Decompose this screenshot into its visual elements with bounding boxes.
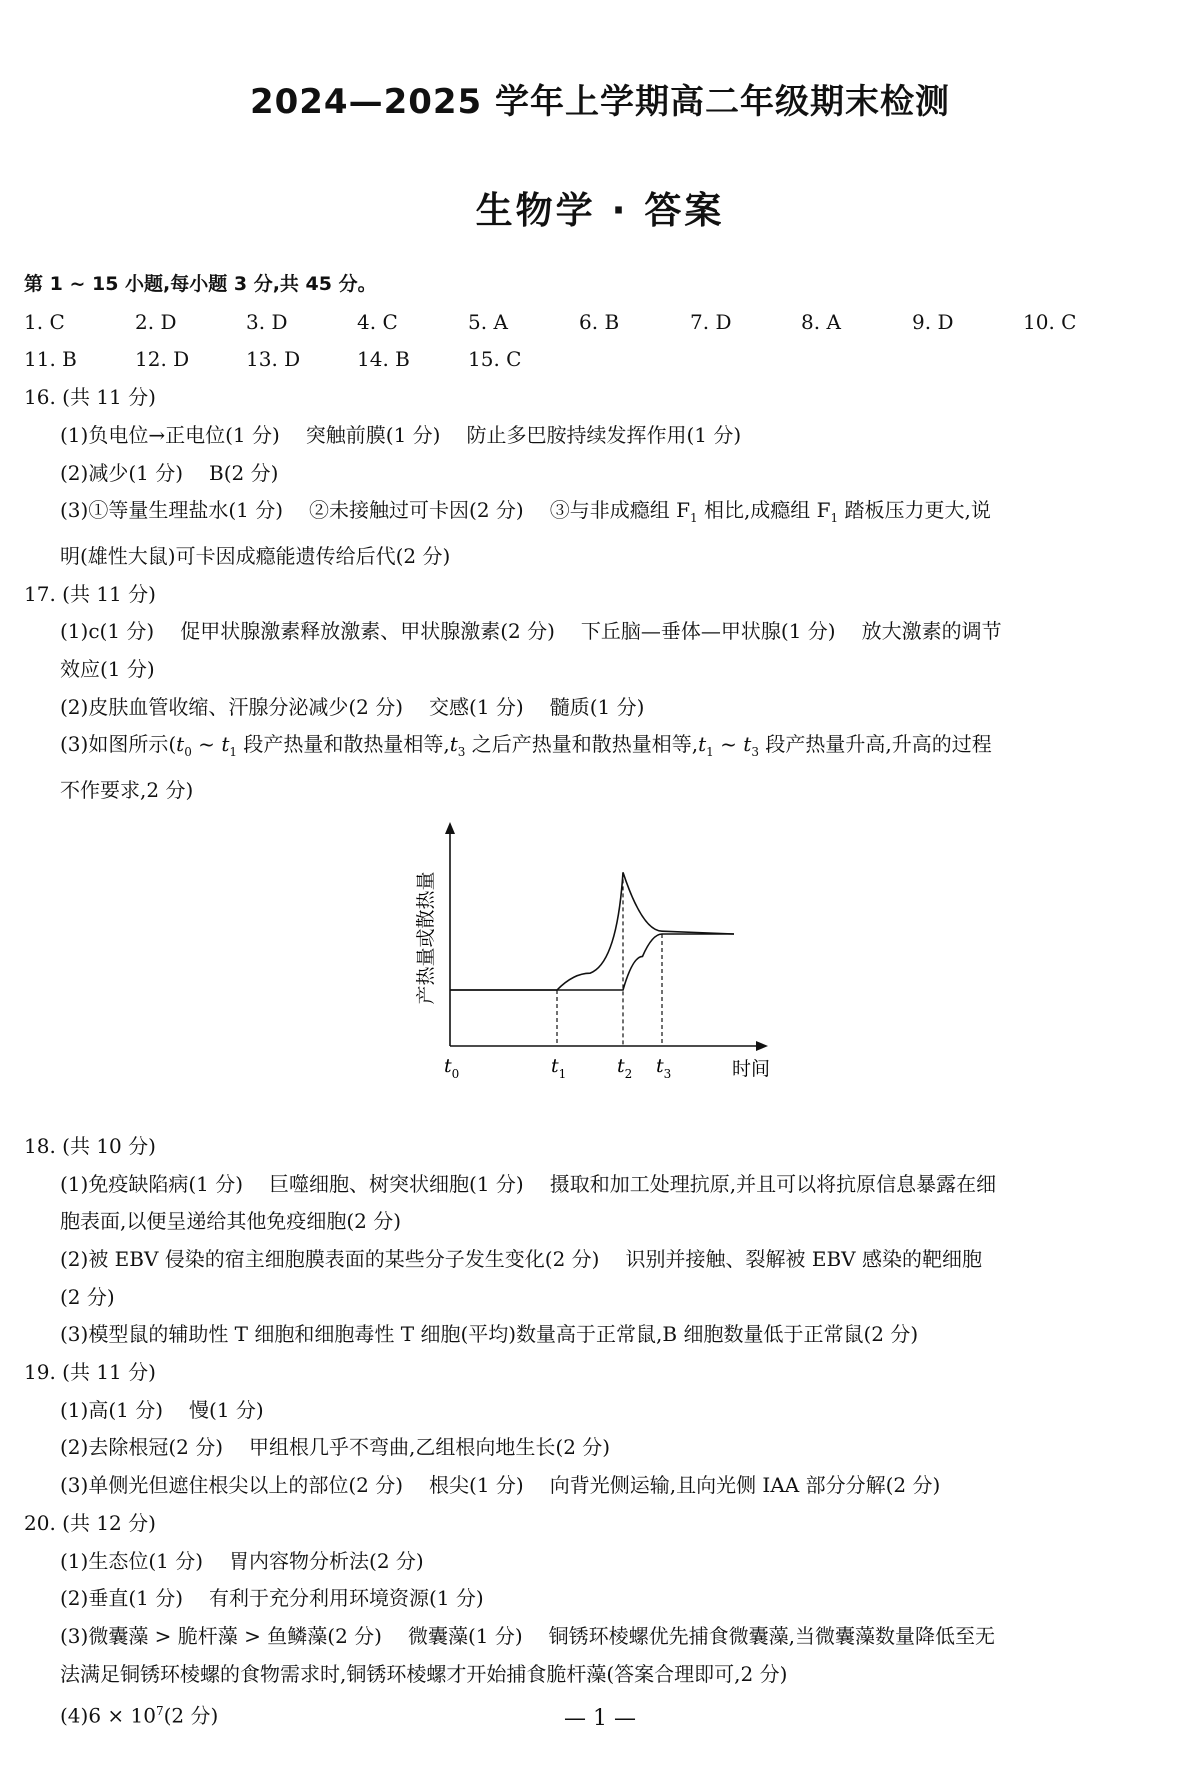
x-tick-label: $t_2$ [617,1054,633,1081]
answer-text: B(2 分) [209,460,279,485]
question-18-heading: 18. (共 10 分) [24,1133,156,1158]
answer-text: 铜锈环棱螺优先捕食微囊藻,当微囊藻数量降低至无 [548,1623,996,1648]
choice-answers [24,304,1174,379]
answer-text: 根尖(1 分) [429,1473,524,1498]
choice-answer: 3. D [246,309,288,334]
answer-text: (3)单侧光但遮住根尖以上的部位(2 分) [60,1473,404,1498]
question-16-heading: 16. (共 11 分) [24,385,156,410]
heat-production-dissipation-chart [394,810,794,1128]
choice-answer: 5. A [468,309,508,334]
choice-answer: 14. B [357,347,410,372]
y-axis [445,822,455,1046]
choice-answer: 8. A [801,309,841,334]
answer-text: 段产热量和散热量相等, [237,732,450,757]
q17-part-1-continued: 效应(1 分) [60,657,155,682]
answer-text: (3)①等量生理盐水(1 分) [60,498,284,523]
q17-part-3-continued: 不作要求,2 分) [60,778,194,803]
choice-answer: 7. D [690,309,732,334]
page-title: 2024—2025 学年上学期高二年级期末检测 [249,82,951,122]
q20-part-3-continued: 法满足铜锈环棱螺的食物需求时,铜锈环棱螺才开始捕食脆杆藻(答案合理即可,2 分) [60,1661,788,1686]
choice-answer: 15. C [468,347,522,372]
answer-text: 相比,成瘾组 F [697,498,831,523]
q18-part-1 [24,1166,1174,1204]
q17-part-2 [24,689,1174,727]
x-axis-label: 时间 [732,1057,771,1080]
q19-part-2 [24,1429,1174,1467]
subscript: 3 [751,745,759,760]
choice-section-note: 第 1 ~ 15 小题,每小题 3 分,共 45 分。 [24,273,377,295]
chart-series [450,872,734,990]
dashed-guides [557,872,662,1046]
answer-text: 向背光侧运输,且向光侧 IAA 部分分解(2 分) [549,1473,941,1498]
answer-content [24,266,1174,1736]
choice-answer: 6. B [579,309,620,334]
series-line-2 [450,934,734,990]
page-subtitle: 生物学 · 答案 [475,189,725,232]
answer-text: 之后产热量和散热量相等, [465,732,699,757]
choice-answer: 12. D [135,347,190,372]
answer-text: 踏板压力更大,说 [838,498,991,523]
subscript: 1 [689,511,698,526]
superscript: 7 [155,1704,164,1719]
answer-text: ~ [713,732,744,757]
q19-part-3 [24,1467,1174,1505]
x-tick-label: $t_1$ [551,1054,567,1081]
answer-text: 巨噬细胞、树突状细胞(1 分) [269,1171,524,1196]
q20-part-3 [24,1618,1174,1656]
answer-text: 微囊藻(1 分) [407,1623,523,1648]
answer-text: 慢(1 分) [189,1397,264,1422]
y-axis-label: 产热量或散热量 [415,871,437,1005]
choice-answer: 13. D [246,347,301,372]
q18-part-3: (3)模型鼠的辅助性 T 细胞和细胞毒性 T 细胞(平均)数量高于正常鼠,B 细胞数量低于正常鼠(2 分) [60,1322,919,1347]
math-var: t [221,732,230,757]
choice-answer: 11. B [24,347,77,372]
answer-text: (1)高(1 分) [60,1397,164,1422]
q16-part-1 [24,417,1174,455]
math-var: t [449,732,458,757]
answer-text: 放大激素的调节 [861,619,1002,644]
answer-text: 防止多巴胺持续发挥作用(1 分) [466,422,742,447]
x-axis [450,1041,768,1051]
answer-text: 有利于充分利用环境资源(1 分) [209,1586,484,1611]
answer-text: (3)微囊藻 > 脆杆藻 > 鱼鳞藻(2 分) [60,1623,382,1648]
page-number: — 1 — [564,1706,636,1731]
answer-text: (1)c(1 分) [60,619,155,644]
answer-text: 下丘脑—垂体—甲状腺(1 分) [580,619,836,644]
x-axis-arrow-icon [756,1041,768,1051]
q18-part-1-continued: 胞表面,以便呈递给其他免疫细胞(2 分) [60,1209,402,1234]
answer-text: (1)生态位(1 分) [60,1548,204,1573]
answer-text: (1)负电位→正电位(1 分) [60,422,280,447]
answer-text: 促甲状腺激素释放激素、甲状腺激素(2 分) [180,619,555,644]
answer-text: 摄取和加工处理抗原,并且可以将抗原信息暴露在细 [549,1171,997,1196]
math-var: t [698,732,707,757]
y-axis-arrow-icon [445,822,455,834]
answer-text: ②未接触过可卡因(2 分) [309,498,524,523]
x-tick-label: $t_0$ [444,1054,460,1081]
answer-text: ~ [191,732,222,757]
answer-text: 甲组根几乎不弯曲,乙组根向地生长(2 分) [249,1435,611,1460]
question-17-heading: 17. (共 11 分) [24,581,156,606]
answer-text: (2)被 EBV 侵染的宿主细胞膜表面的某些分子发生变化(2 分) [60,1246,600,1271]
q18-part-2 [24,1241,1174,1279]
answer-text: (3)如图所示( [60,732,177,757]
subscript: 1 [229,745,237,760]
q16-part-3 [24,492,1174,538]
answer-text: (4)6 × 10 [60,1704,156,1729]
answer-text: 胃内容物分析法(2 分) [229,1548,424,1573]
choice-answer: 4. C [357,309,398,334]
answer-text: (2)去除根冠(2 分) [60,1435,224,1460]
answer-text: (1)免疫缺陷病(1 分) [60,1171,244,1196]
subscript: 3 [457,745,466,760]
series-line-1 [450,872,734,990]
choice-answer: 2. D [135,309,177,334]
answer-text: ③与非成瘾组 F [549,498,690,523]
question-19-heading: 19. (共 11 分) [24,1360,156,1385]
answer-text: 识别并接触、裂解被 EBV 感染的靶细胞 [625,1246,982,1271]
q19-part-1 [24,1392,1174,1430]
subscript: 1 [706,745,714,760]
subscript: 0 [184,745,192,760]
choice-answer: 9. D [912,309,954,334]
answer-text: 段产热量升高,升高的过程 [758,732,992,757]
subscript: 1 [830,511,839,526]
q16-part-3-continued: 明(雄性大鼠)可卡因成瘾能遗传给后代(2 分) [60,543,451,568]
q20-part-1 [24,1543,1174,1581]
x-tick-labels [444,1055,671,1081]
q18-part-2-continued: (2 分) [60,1284,115,1309]
q17-part-3 [24,726,1174,772]
answer-text: (2)皮肤血管收缩、汗腺分泌减少(2 分) [60,694,404,719]
choice-answer: 10. C [1023,309,1077,334]
answer-text: 髓质(1 分) [549,694,645,719]
q17-part-1 [24,613,1174,651]
answer-text: (2)垂直(1 分) [60,1586,184,1611]
question-20-heading: 20. (共 12 分) [24,1510,156,1535]
answer-text: 突触前膜(1 分) [305,422,441,447]
q20-part-2 [24,1580,1174,1618]
math-var: t [176,732,185,757]
answer-text: (2 分) [163,1704,219,1729]
heat-chart-container [24,810,1174,1128]
choice-answer: 1. C [24,309,65,334]
answer-text: (2)减少(1 分) [60,460,184,485]
answer-text: 交感(1 分) [429,694,524,719]
q16-part-2 [24,455,1174,493]
math-var: t [743,732,752,757]
x-tick-label: $t_3$ [656,1054,672,1081]
